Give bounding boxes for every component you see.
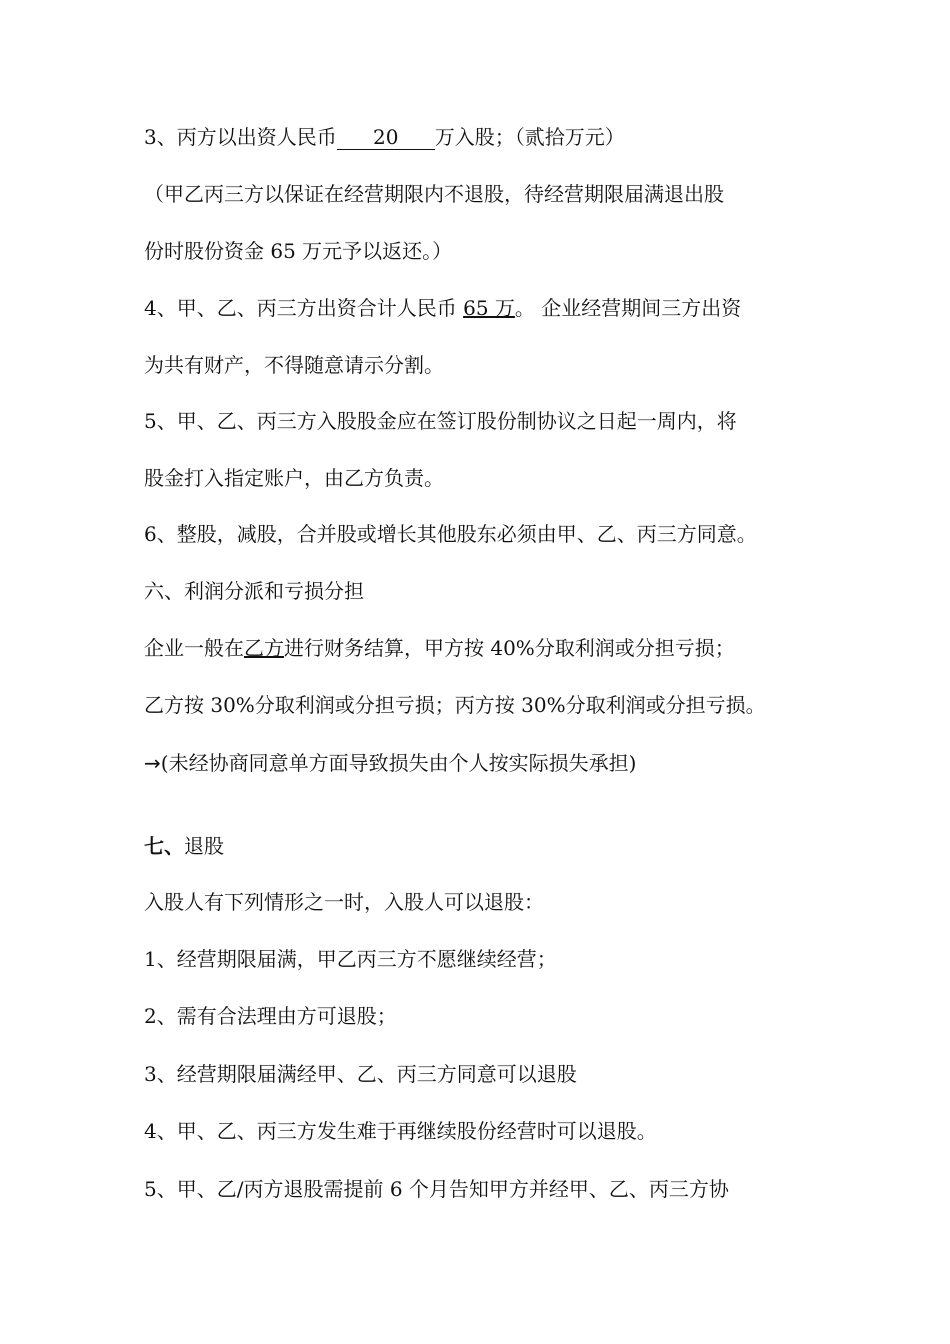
settlement-party: 乙方	[244, 636, 284, 660]
profit-line-1	[144, 634, 735, 662]
clause-4-text-end: 。 企业经营期间三方出资	[514, 296, 742, 320]
clause-3-text-start: 3、丙方以出资人民币	[144, 125, 337, 149]
section-7-title: 退股	[184, 834, 224, 858]
clause-3-investment	[144, 123, 625, 151]
note-line-2: 份时股份资金 65 万元予以返还。）	[144, 239, 453, 263]
profit-line-2: 乙方按 30%分取利润或分担亏损；丙方按 30%分取利润或分担亏损。	[144, 693, 766, 717]
note-line-1: （甲乙丙三方以保证在经营期限内不退股，待经营期限届满退出股	[144, 182, 724, 206]
profit-text-start: 企业一般在	[144, 636, 244, 660]
clause-5-line-2: 股金打入指定账户，由乙方负责。	[144, 466, 444, 490]
total-amount: 65 万	[463, 296, 515, 320]
clause-4-line-1	[144, 294, 741, 322]
section-6-heading: 六、利润分派和亏损分担	[144, 579, 364, 603]
clause-4-text-start: 4、甲、乙、丙三方出资合计人民币	[144, 296, 464, 320]
clause-5-line-1: 5、甲、乙、丙三方入股股金应在签订股份制协议之日起一周内，将	[144, 409, 737, 433]
clause-4-line-2: 为共有财产，不得随意请示分割。	[144, 353, 444, 377]
withdrawal-item-2: 2、需有合法理由方可退股；	[144, 1004, 397, 1028]
clause-6: 6、整股，减股，合并股或增长其他股东必须由甲、乙、丙三方同意。	[144, 522, 757, 546]
section-7-heading	[144, 832, 224, 860]
arrow-icon: →	[144, 751, 161, 775]
profit-text-end: 进行财务结算，甲方按 40%分取利润或分担亏损；	[284, 636, 735, 660]
withdrawal-item-5: 5、甲、乙/丙方退股需提前 6 个月告知甲方并经甲、乙、丙三方协	[144, 1177, 729, 1201]
clause-3-text-end: 万入股；（贰拾万元）	[434, 125, 625, 149]
withdrawal-item-3: 3、经营期限届满经甲、乙、丙三方同意可以退股	[144, 1062, 577, 1086]
withdrawal-item-4: 4、甲、乙、丙三方发生难于再继续股份经营时可以退股。	[144, 1119, 657, 1143]
loss-note	[144, 749, 636, 777]
amount-blank: 20	[337, 125, 435, 150]
withdrawal-item-1: 1、经营期限届满，甲乙丙三方不愿继续经营；	[144, 947, 557, 971]
withdrawal-intro: 入股人有下列情形之一时，入股人可以退股：	[144, 890, 544, 914]
loss-note-text: (未经协商同意单方面导致损失由个人按实际损失承担)	[160, 751, 637, 775]
section-7-number: 七、	[144, 834, 184, 858]
